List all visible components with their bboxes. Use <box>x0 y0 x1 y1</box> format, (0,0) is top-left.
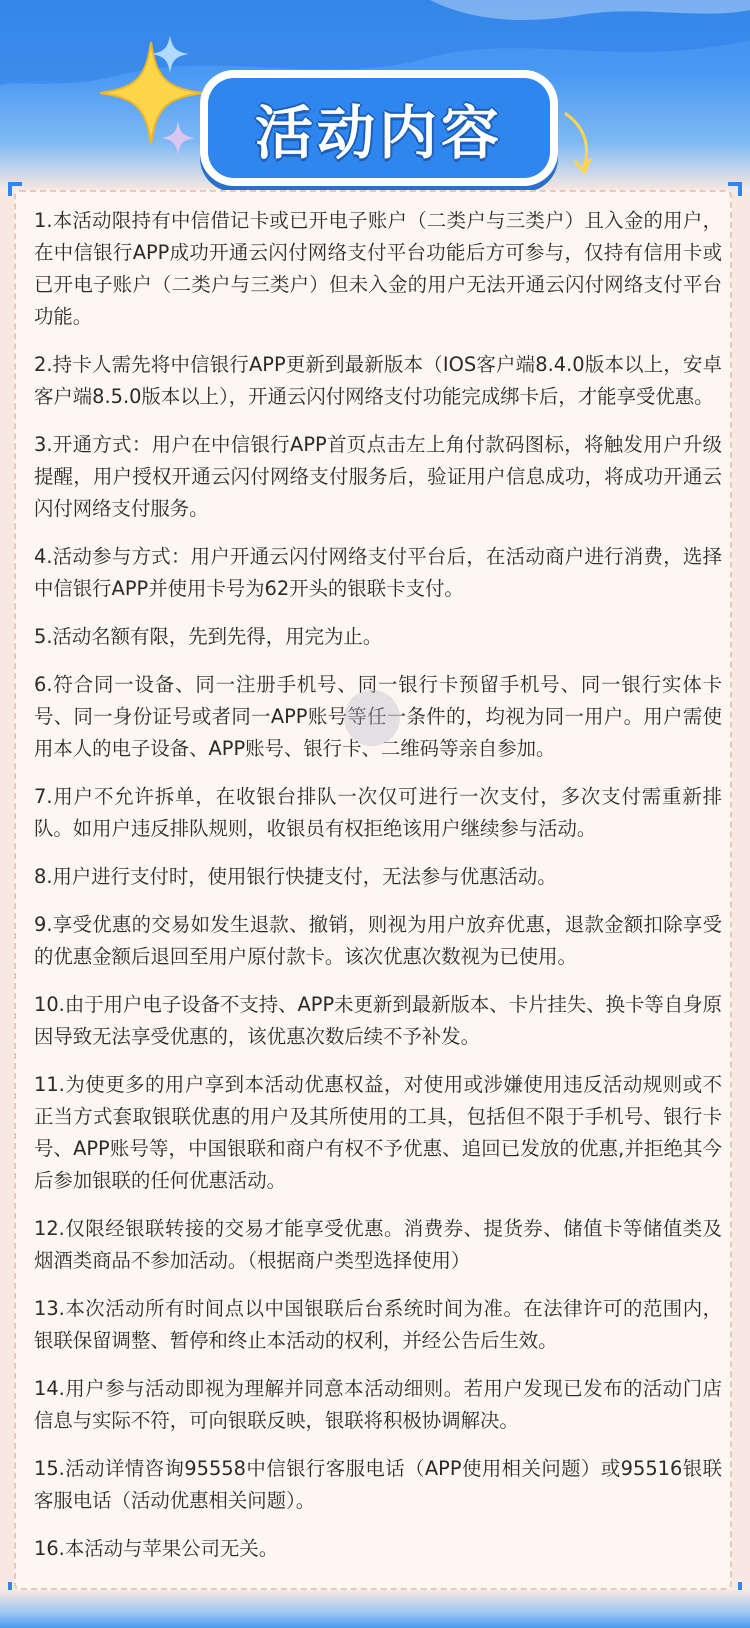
rule-item: 12.仅限经银联转接的交易才能享受优惠。消费券、提货券、储值卡等储值类及烟酒类商品不参加活动。（根据商户类型选择使用） <box>34 1217 722 1272</box>
sparkle-small-icon <box>160 120 196 156</box>
title-badge <box>208 78 550 178</box>
watermark <box>344 690 400 746</box>
curved-arrow-icon <box>560 110 600 180</box>
corner-mark-icon <box>8 182 24 198</box>
rule-item: 16.本活动与苹果公司无关。 <box>34 1537 279 1560</box>
rule-item: 5.活动名额有限，先到先得，用完为止。 <box>34 625 383 648</box>
rule-item: 4.活动参与方式：用户开通云闪付网络支付平台后，在活动商户进行消费，选择中信银行APP并使用卡号为62开头的银联卡支付。 <box>34 545 722 600</box>
page-title: 活动内容 <box>254 99 503 167</box>
sparkle-small-icon <box>150 34 190 74</box>
rule-item: 13.本次活动所有时间点以中国银联后台系统时间为准。在法律许可的范围内，银联保留调整、暂停和终止本活动的权利，并经公告后生效。 <box>34 1297 722 1352</box>
rule-item: 14.用户参与活动即视为理解并同意本活动细则。若用户发现已发布的活动门店信息与实际不符，可向银联反映，银联将积极协调解决。 <box>34 1377 722 1432</box>
rule-item: 15.活动详情咨询95558中信银行客服电话（APP使用相关问题）或95516银联客服电话（活动优惠相关问题）。 <box>34 1457 722 1512</box>
rules-list <box>34 205 722 1581</box>
footer-decoration <box>0 1590 750 1628</box>
rule-item: 1.本活动限持有中信借记卡或已开电子账户（二类户与三类户）且入金的用户，在中信银行APP成功开通云闪付网络支付平台功能后方可参与，仅持有信用卡或已开电子账户（二类户与三类户）但未入金的用户无法开通云闪付网络支付平台功能。 <box>34 209 722 328</box>
corner-mark-icon <box>726 182 742 198</box>
rule-item: 9.享受优惠的交易如发生退款、撤销，则视为用户放弃优惠，退款金额扣除享受的优惠金额后退回至用户原付款卡。该次优惠次数视为已使用。 <box>34 913 722 968</box>
rule-item: 2.持卡人需先将中信银行APP更新到最新版本（IOS客户端8.4.0版本以上，安卓客户端8.5.0版本以上），开通云闪付网络支付功能完成绑卡后，才能享受优惠。 <box>34 353 722 408</box>
rule-item: 10.由于用户电子设备不支持、APP未更新到最新版本、卡片挂失、换卡等自身原因导致无法享受优惠的，该优惠次数后续不予补发。 <box>34 993 722 1048</box>
rule-item: 3.开通方式：用户在中信银行APP首页点击左上角付款码图标，将触发用户升级提醒，用户授权开通云闪付网络支付服务后，验证用户信息成功，将成功开通云闪付网络支付服务。 <box>34 433 722 520</box>
rule-item: 11.为使更多的用户享到本活动优惠权益，对使用或涉嫌使用违反活动规则或不正当方式套取银联优惠的用户及其所使用的工具，包括但不限于手机号、银行卡号、APP账号等，中国银联和商户有权不予优惠、追回已发放的优惠,并拒绝其今后参加银联的任何优惠活动。 <box>34 1073 722 1192</box>
rule-item: 6.符合同一设备、同一注册手机号、同一银行卡预留手机号、同一银行实体卡号、同一身份证号或者同一APP账号等任一条件的，均视为同一用户。用户需使用本人的电子设备、APP账号、银行卡、二维码等亲自参加。 <box>34 673 722 760</box>
rule-item: 7.用户不允许拆单，在收银台排队一次仅可进行一次支付，多次支付需重新排队。如用户违反排队规则，收银员有权拒绝该用户继续参与活动。 <box>34 785 722 840</box>
rule-item: 8.用户进行支付时，使用银行快捷支付，无法参与优惠活动。 <box>34 865 557 888</box>
